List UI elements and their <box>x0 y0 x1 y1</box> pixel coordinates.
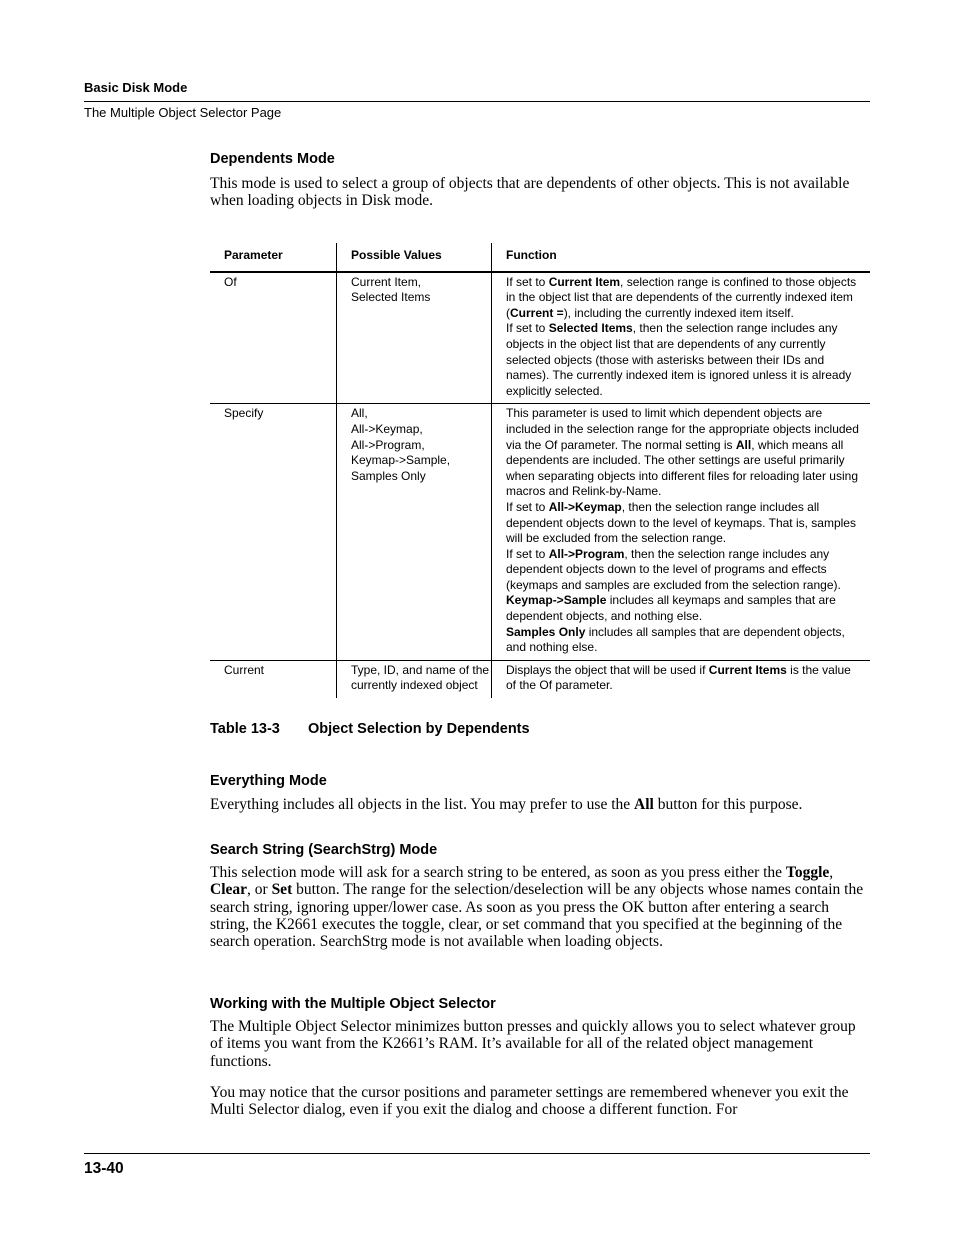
search-heading: Search String (SearchStrg) Mode <box>210 842 438 858</box>
chapter-title: Basic Disk Mode <box>84 80 188 95</box>
function-paragraph: Samples Only includes all samples that are dependent objects, and nothing else. <box>506 624 845 655</box>
table-row <box>210 660 870 698</box>
working-heading: Working with the Multiple Object Selector <box>210 996 496 1012</box>
header-parameter: Parameter <box>210 243 337 272</box>
possible-value: Selected Items <box>351 290 431 305</box>
param-name-cell: Current <box>210 660 337 698</box>
possible-value: All->Program, <box>351 437 425 452</box>
possible-values-cell <box>337 272 492 404</box>
param-name-cell: Specify <box>210 404 337 661</box>
dependents-table <box>210 243 870 698</box>
footer-rule <box>84 1153 870 1154</box>
param-name-cell: Of <box>210 272 337 404</box>
search-body: This selection mode will ask for a search string to be entered, as soon as you press either the Toggle, Clear, or Set button. The range for the selection/deselection will be any objects whose names contain the search string, ignoring upper/lower case. As soon as you press the OK button after entering a search string, the K2661 executes the toggle, clear, or set command that you specified at the beginning of the search operation. SearchStrg mode is not available when loading objects. <box>210 864 864 951</box>
working-body-2: You may notice that the cursor positions and parameter settings are remembered whenever you exit the Multi Selector dialog, even if you exit the dialog and choose a different function. For <box>210 1083 849 1119</box>
possible-value: All, <box>351 406 368 421</box>
working-section <box>210 995 870 1118</box>
section-title: The Multiple Object Selector Page <box>84 105 282 120</box>
everything-section <box>210 772 870 813</box>
table-number: Table 13-3 <box>210 721 280 737</box>
table-title: Object Selection by Dependents <box>308 721 530 737</box>
page-number: 13-40 <box>84 1160 124 1177</box>
table-row <box>210 272 870 404</box>
possible-values-cell <box>337 404 492 661</box>
possible-value: All->Keymap, <box>351 421 423 436</box>
possible-value: Current Item, <box>351 274 422 289</box>
function-paragraph: If set to All->Keymap, then the selection range includes all dependent objects down to the level of keymaps. That is, samples will be excluded from the selection range. <box>506 499 856 546</box>
function-paragraph: If set to Selected Items, then the selection range includes any objects in the object list that are dependents of any currently selected objects (those with asterisks between their IDs and names). The currently indexed item is ignored unless it is already explicitly selected. <box>506 321 852 398</box>
possible-values-cell <box>337 660 492 698</box>
everything-heading: Everything Mode <box>210 773 327 789</box>
dependents-heading: Dependents Mode <box>210 151 335 167</box>
function-paragraph: Keymap->Sample includes all keymaps and samples that are dependent objects, and nothing else. <box>506 593 836 624</box>
table-header-row <box>210 243 870 272</box>
header-rule <box>84 101 870 102</box>
table-row <box>210 404 870 661</box>
working-body-1: The Multiple Object Selector minimizes button presses and quickly allows you to select whatever group of items you want from the K2661’s RAM. It’s available for all of the related object management functions. <box>210 1018 856 1070</box>
function-cell <box>492 404 871 661</box>
table-caption <box>210 721 530 737</box>
dependents-body: This mode is used to select a group of objects that are dependents of other objects. This is not available when loading objects in Disk mode. <box>210 175 850 210</box>
dependents-section <box>210 150 870 210</box>
possible-value: Type, ID, and name of the currently indexed object <box>351 662 490 693</box>
function-paragraph: Displays the object that will be used if Current Items is the value of the Of parameter. <box>506 662 851 693</box>
running-head <box>84 80 870 121</box>
function-cell <box>492 660 871 698</box>
function-paragraph: If set to All->Program, then the selection range includes any dependent objects down to the level of programs and effects (keymaps and samples are excluded from the selection range). <box>506 546 841 592</box>
function-paragraph: This parameter is used to limit which dependent objects are included in the selection range for the appropriate objects included via the Of parameter. The normal setting is All, which means all dependents are included. The other settings are useful primarily when separating objects into different files for reloading later using macros and Relink-by-Name. <box>506 406 859 499</box>
everything-body: Everything includes all objects in the list. You may prefer to use the All button for this purpose. <box>210 796 803 813</box>
header-function: Function <box>492 243 871 272</box>
function-paragraph: If set to Current Item, selection range is confined to those objects in the object list that are dependents of the currently indexed item (Current =), including the currently indexed item itself. <box>506 274 857 320</box>
possible-value: Keymap->Sample, <box>351 453 451 468</box>
header-possible-values: Possible Values <box>337 243 492 272</box>
possible-value: Samples Only <box>351 468 426 483</box>
function-cell <box>492 272 871 404</box>
search-section <box>210 841 870 950</box>
